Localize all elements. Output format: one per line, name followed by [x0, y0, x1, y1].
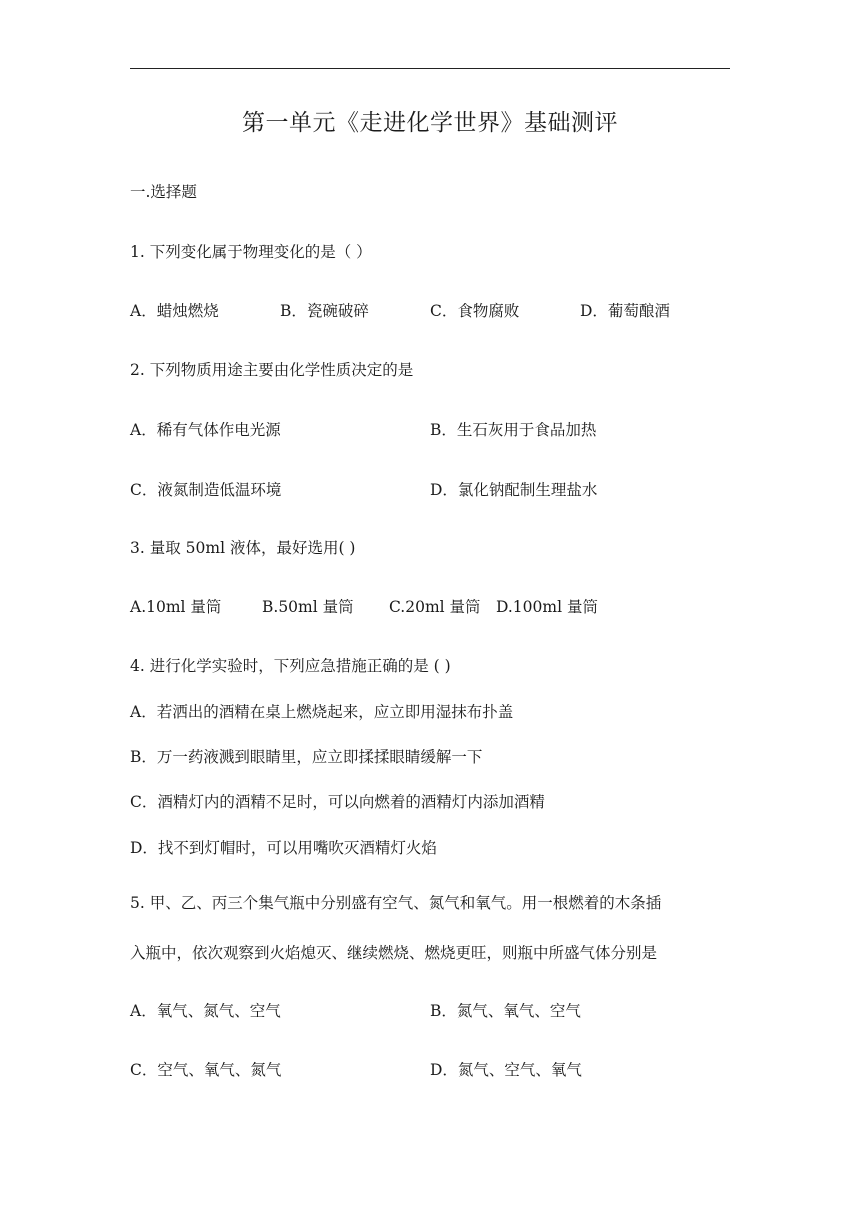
- section-heading: 一.选择题: [130, 183, 197, 201]
- question-1-option-b: B．瓷碗破碎: [280, 302, 369, 320]
- question-5-option-b: B．氮气、氧气、空气: [430, 1002, 581, 1020]
- question-3-option-d: D.100ml 量筒: [496, 598, 598, 616]
- question-2-stem: 2. 下列物质用途主要由化学性质决定的是: [130, 361, 414, 379]
- question-5-stem-line-1: 5. 甲、乙、丙三个集气瓶中分别盛有空气、氮气和氧气。用一根燃着的木条插: [130, 894, 662, 912]
- question-4-option-d: D．找不到灯帽时，可以用嘴吹灭酒精灯火焰: [130, 839, 437, 857]
- question-5-option-d: D．氮气、空气、氧气: [430, 1061, 582, 1079]
- question-1-stem: 1. 下列变化属于物理变化的是（ ）: [130, 243, 372, 261]
- question-1-option-a: A．蜡烛燃烧: [130, 302, 219, 320]
- question-1-option-c: C．食物腐败: [430, 302, 520, 320]
- question-3-stem: 3. 量取 50ml 液体，最好选用( ): [130, 539, 356, 557]
- question-1-option-d: D．葡萄酿酒: [580, 302, 670, 320]
- question-4-option-c: C．酒精灯内的酒精不足时，可以向燃着的酒精灯内添加酒精: [130, 793, 545, 811]
- question-4-option-b: B．万一药液溅到眼睛里，应立即揉揉眼睛缓解一下: [130, 748, 483, 766]
- question-4-stem: 4. 进行化学实验时，下列应急措施正确的是 ( ): [130, 657, 451, 675]
- question-3-option-b: B.50ml 量筒: [262, 598, 354, 616]
- question-3-option-a: A.10ml 量筒: [130, 598, 222, 616]
- question-2-option-b: B．生石灰用于食品加热: [430, 421, 597, 439]
- question-3-option-c: C.20ml 量筒: [389, 598, 481, 616]
- question-2-option-c: C．液氮制造低温环境: [130, 481, 282, 499]
- question-5-option-a: A．氧气、氮气、空气: [130, 1002, 281, 1020]
- document-title: 第一单元《走进化学世界》基础测评: [242, 110, 618, 136]
- question-2-option-a: A．稀有气体作电光源: [130, 421, 281, 439]
- header-rule: [130, 68, 730, 69]
- question-5-stem-line-2: 入瓶中，依次观察到火焰熄灭、继续燃烧、燃烧更旺，则瓶中所盛气体分别是: [130, 944, 658, 962]
- question-2-option-d: D．氯化钠配制生理盐水: [430, 481, 598, 499]
- question-4-option-a: A．若洒出的酒精在桌上燃烧起来，应立即用湿抹布扑盖: [130, 703, 514, 721]
- question-5-option-c: C．空气、氧气、氮气: [130, 1061, 282, 1079]
